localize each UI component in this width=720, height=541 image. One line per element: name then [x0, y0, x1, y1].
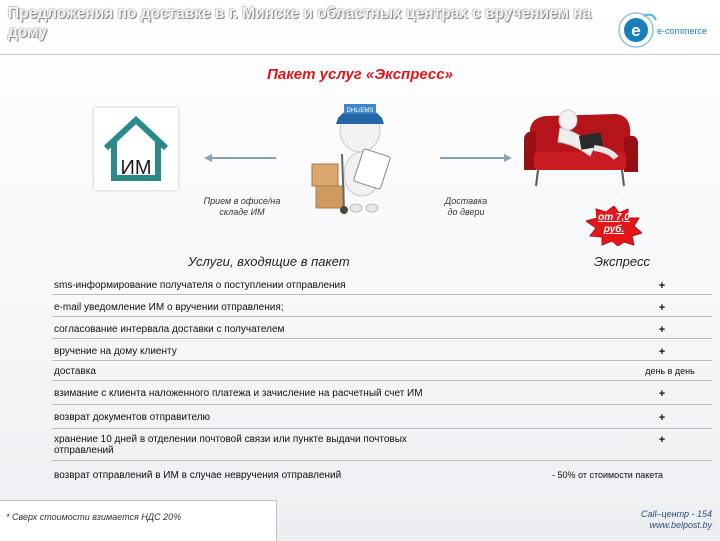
header-divider [0, 54, 720, 55]
row-value: + [658, 280, 666, 292]
table-header-services: Услуги, входящие в пакет [188, 254, 350, 269]
row-divider [52, 316, 712, 317]
row-label: взимание с клиента наложенного платежа и зачисление на расчетный счет ИМ [54, 388, 423, 399]
row-divider [52, 404, 712, 405]
row-label: доставка [54, 366, 96, 377]
price-badge-text [586, 212, 642, 236]
row-label-line2: отправлений [54, 445, 114, 456]
website-link[interactable]: www.belpost.by [649, 520, 712, 530]
row-label: возврат документов отправителю [54, 412, 211, 423]
ecommerce-logo [616, 8, 716, 48]
caption-delivery-line1: Доставка [444, 196, 488, 206]
row-divider [52, 338, 712, 339]
row-divider [52, 380, 712, 381]
row-value: + [658, 412, 666, 424]
svg-text:e: e [631, 21, 641, 40]
caption-delivery [426, 196, 506, 218]
caption-pickup [194, 196, 290, 218]
row-value: день в день [645, 366, 695, 376]
row-label: вручение на дому клиенту [54, 346, 177, 357]
house-label: ИМ [120, 157, 152, 179]
house-icon [94, 108, 178, 190]
courier-icon [300, 90, 410, 216]
row-value: + [658, 388, 666, 400]
price-badge-line1: от 7,0 [598, 212, 630, 223]
row-value: + [658, 324, 666, 336]
price-badge [586, 206, 642, 246]
row-label [54, 434, 554, 456]
page-title: Предложения по доставке в г. Минске и областных центрах с вручением на дому [8, 5, 592, 41]
price-badge-line2: руб. [603, 224, 625, 235]
row-label-line1: хранение 10 дней в отделении почтовой связи или пункте выдачи почтовых [54, 434, 407, 445]
footnote-box [0, 500, 277, 541]
footnote: * Сверх стоимости взимается НДС 20% [6, 512, 182, 522]
row-label: e-mail уведомление ИМ о вручении отправления; [54, 302, 284, 313]
online-store-house [94, 108, 178, 190]
row-label: возврат отправлений в ИМ в случае невручения отправлений [54, 470, 342, 481]
logo-text: e-commerce [657, 26, 708, 36]
call-center: Call–центр - 154 [640, 509, 712, 519]
row-divider [52, 294, 712, 295]
row-value: + [658, 434, 666, 446]
arrow-right-icon [440, 154, 512, 162]
row-value: + [658, 302, 666, 314]
sofa-customer-icon [520, 96, 640, 192]
svg-text:DHL/EMS: DHL/EMS [346, 108, 374, 114]
row-label: согласование интервала доставки с получателем [54, 324, 285, 335]
row-divider [52, 428, 712, 429]
caption-pickup-line2: складе ИМ [219, 207, 265, 217]
table-header-express: Экспресс [594, 254, 650, 269]
caption-delivery-line2: до двери [447, 207, 485, 217]
caption-pickup-line1: Прием в офисе/на [203, 196, 281, 206]
package-title: Пакет услуг «Экспресс» [267, 66, 453, 83]
row-divider [52, 360, 712, 361]
row-value: - 50% от стоимости пакета [552, 470, 663, 480]
row-label: sms-информирование получателя о поступлении отправления [54, 280, 346, 291]
arrow-left-icon [204, 154, 276, 162]
row-value: + [658, 346, 666, 358]
row-divider [52, 460, 712, 461]
contact-info [641, 509, 712, 531]
